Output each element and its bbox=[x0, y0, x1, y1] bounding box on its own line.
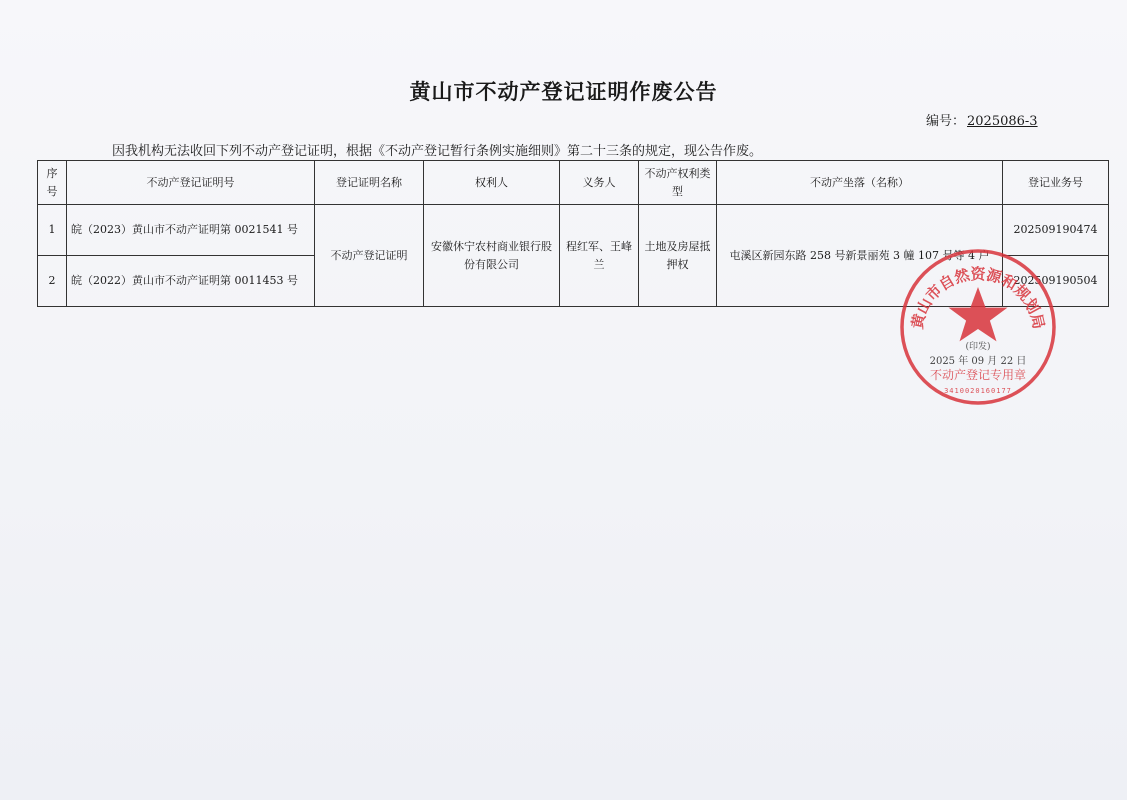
header-location: 不动产坐落（名称） bbox=[717, 161, 1003, 205]
row-cert-no: 皖（2023）黄山市不动产证明第 0021541 号 bbox=[67, 205, 315, 256]
row-seq: 1 bbox=[38, 205, 67, 256]
header-obligor: 义务人 bbox=[560, 161, 639, 205]
document-number-value: 2025086-3 bbox=[967, 114, 1038, 129]
cert-name-cell: 不动产登记证明 bbox=[315, 205, 424, 307]
seal-org-text: 黄山市自然资源和规划局 bbox=[908, 265, 1048, 331]
row-biz-no: 202509190504 bbox=[1003, 256, 1109, 307]
header-biz-no: 登记业务号 bbox=[1003, 161, 1109, 205]
document-number-label: 编号： bbox=[926, 114, 966, 129]
seal-star-icon bbox=[949, 287, 1008, 341]
seal-center-text: (印发) bbox=[965, 342, 991, 352]
table-header-row bbox=[38, 161, 1109, 205]
row-biz-no: 202509190474 bbox=[1003, 205, 1109, 256]
header-holder: 权利人 bbox=[424, 161, 560, 205]
notice-intro: 因我机构无法收回下列不动产登记证明，根据《不动产登记暂行条例实施细则》第二十三条的规定，现公告作废。 bbox=[112, 144, 763, 159]
notice-title: 黄山市不动产登记证明作废公告 bbox=[409, 79, 718, 104]
seal-purpose: 不动产登记专用章 bbox=[929, 368, 1027, 382]
location-cell: 屯溪区新园东路 258 号新景丽苑 3 幢 107 号等 4 户 bbox=[717, 205, 1003, 307]
holder-cell: 安徽休宁农村商业银行股份有限公司 bbox=[424, 205, 560, 307]
document-number bbox=[926, 110, 1038, 129]
official-seal bbox=[898, 247, 1058, 407]
header-cert-name: 登记证明名称 bbox=[315, 161, 424, 205]
right-type-cell: 土地及房屋抵押权 bbox=[639, 205, 717, 307]
header-right-type: 不动产权利类型 bbox=[639, 161, 717, 205]
header-seq: 序号 bbox=[38, 161, 67, 205]
row-seq: 2 bbox=[38, 256, 67, 307]
seal-date: 2025 年 09 月 22 日 bbox=[929, 356, 1027, 367]
seal-graphic bbox=[902, 251, 1054, 403]
row-cert-no: 皖（2022）黄山市不动产证明第 0011453 号 bbox=[67, 256, 315, 307]
seal-code: 3410020160177 bbox=[944, 387, 1012, 395]
obligor-cell: 程红军、王峰兰 bbox=[560, 205, 639, 307]
header-cert-no: 不动产登记证明号 bbox=[67, 161, 315, 205]
